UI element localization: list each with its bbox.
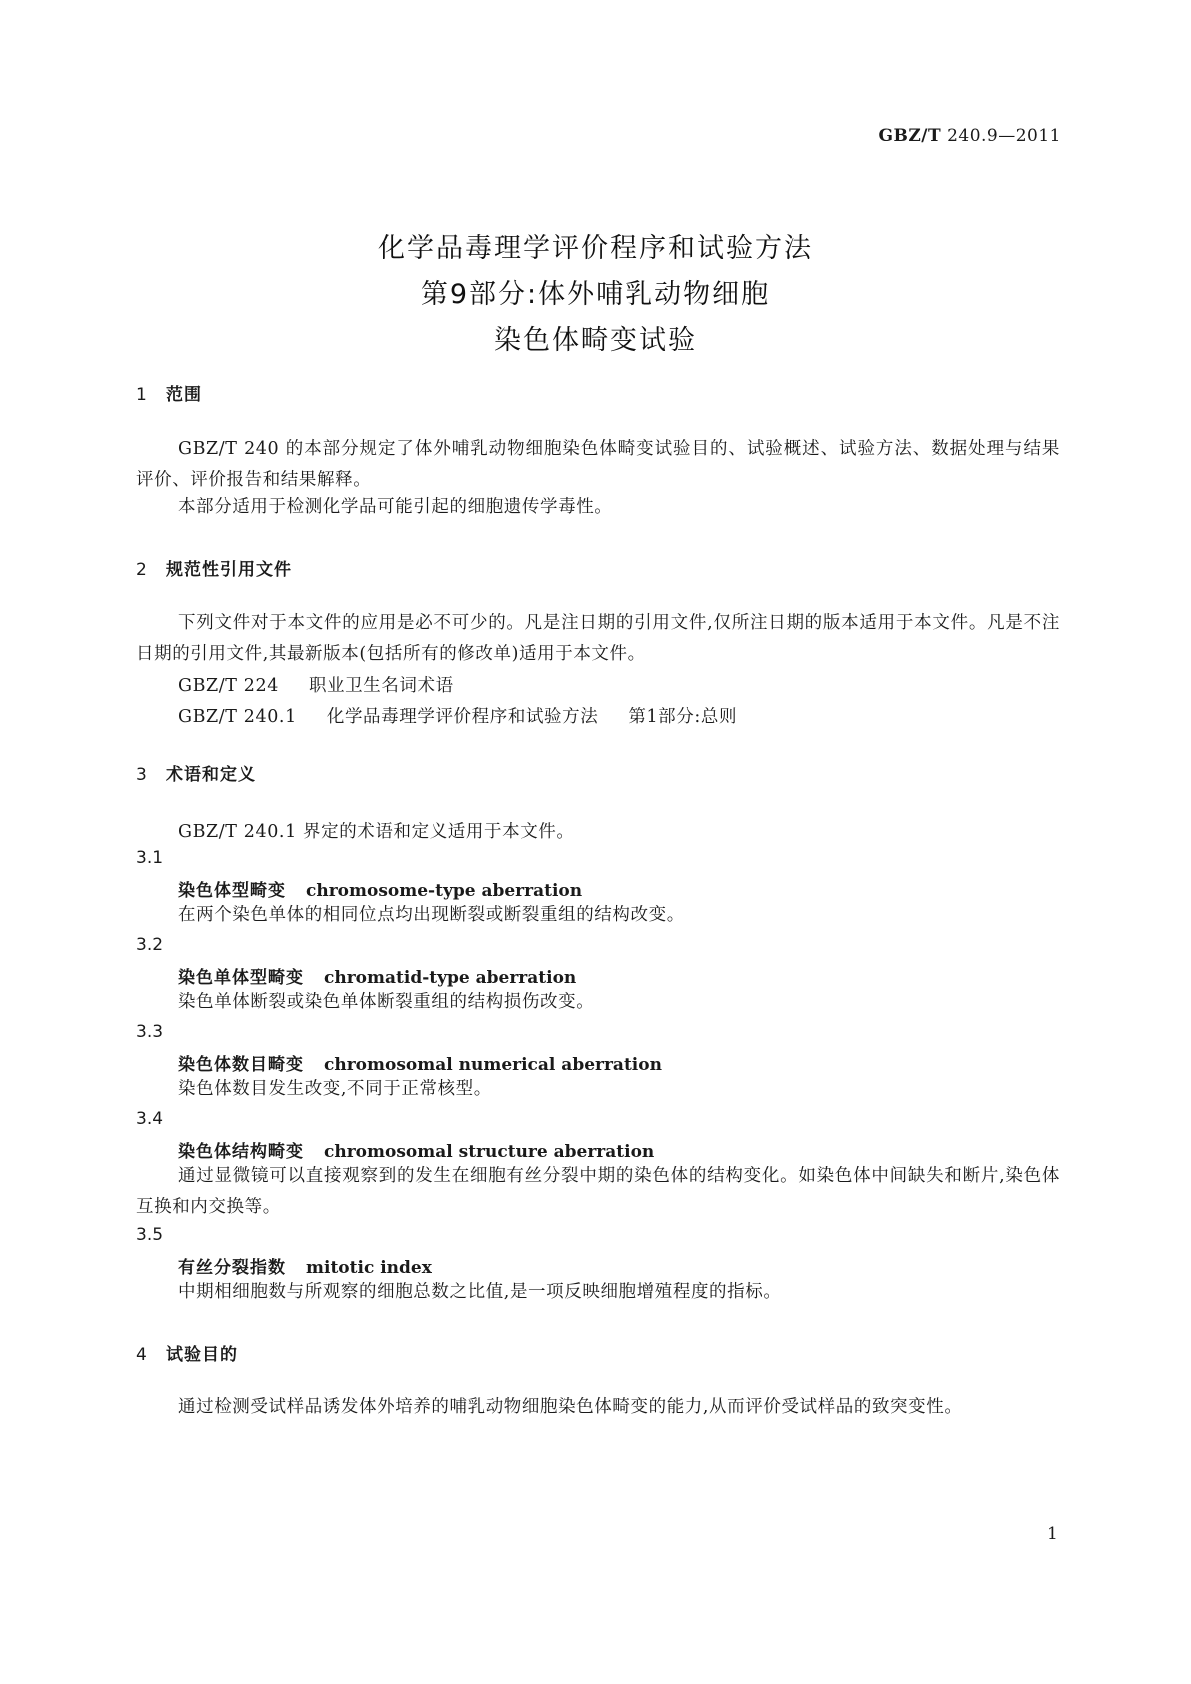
standard-code — [879, 126, 1062, 146]
term-number: 3.2 — [136, 935, 164, 955]
section-1-paragraph-2: 本部分适用于检测化学品可能引起的细胞遗传学毒性。 — [178, 497, 613, 517]
term-chinese: 染色体数目畸变 — [178, 1055, 304, 1075]
reference-part: 第1部分:总则 — [628, 707, 738, 727]
section-number: 3 — [136, 765, 148, 785]
term-english: chromosomal structure aberration — [324, 1142, 655, 1162]
reference-code: GBZ/T 224 — [178, 676, 279, 696]
section-title: 术语和定义 — [166, 765, 256, 785]
section-title: 范围 — [166, 385, 202, 405]
term-entry — [178, 876, 582, 901]
term-entry — [178, 1050, 662, 1075]
term-entry — [178, 1137, 654, 1162]
page-number: 1 — [1047, 1524, 1058, 1544]
term-chinese: 有丝分裂指数 — [178, 1258, 286, 1278]
reference-title: 化学品毒理学评价程序和试验方法 — [326, 707, 599, 727]
standard-number: 240.9—2011 — [947, 126, 1061, 146]
section-1-heading — [136, 380, 202, 405]
normative-reference-2 — [178, 703, 737, 728]
term-definition: 染色体数目发生改变,不同于正常核型。 — [178, 1079, 492, 1099]
term-entry — [178, 1253, 432, 1278]
term-number: 3.5 — [136, 1225, 164, 1245]
section-3-heading — [136, 760, 256, 785]
section-title: 试验目的 — [166, 1345, 238, 1365]
term-chinese: 染色单体型畸变 — [178, 968, 304, 988]
section-number: 4 — [136, 1345, 148, 1365]
section-3-intro: GBZ/T 240.1 界定的术语和定义适用于本文件。 — [178, 822, 575, 842]
term-english: mitotic index — [306, 1258, 432, 1278]
term-definition: 在两个染色单体的相同位点均出现断裂或断裂重组的结构改变。 — [178, 905, 685, 925]
section-1-paragraph-1: GBZ/T 240 的本部分规定了体外哺乳动物细胞染色体畸变试验目的、试验概述、试验方法、数据处理与结果评价、评价报告和结果解释。 — [136, 439, 1060, 490]
term-number: 3.3 — [136, 1022, 164, 1042]
term-english: chromosomal numerical aberration — [324, 1055, 662, 1075]
term-chinese: 染色体结构畸变 — [178, 1142, 304, 1162]
section-4-heading — [136, 1340, 238, 1365]
section-number: 1 — [136, 385, 148, 405]
reference-title: 职业卫生名词术语 — [308, 676, 454, 696]
document-title — [0, 226, 1191, 364]
term-chinese: 染色体型畸变 — [178, 881, 286, 901]
section-2-heading — [136, 555, 292, 580]
normative-reference-1 — [178, 672, 454, 697]
term-definition: 中期相细胞数与所观察的细胞总数之比值,是一项反映细胞增殖程度的指标。 — [178, 1282, 782, 1302]
title-line-2: 第9部分:体外哺乳动物细胞 — [420, 279, 771, 310]
title-line-3: 染色体畸变试验 — [494, 325, 697, 356]
standard-prefix: GBZ/T — [878, 126, 942, 146]
term-entry — [178, 963, 576, 988]
term-definition: 通过显微镜可以直接观察到的发生在细胞有丝分裂中期的染色体的结构变化。如染色体中间缺失和断片,染色体互换和内交换等。 — [136, 1166, 1060, 1217]
term-english: chromosome-type aberration — [306, 881, 583, 901]
term-number: 3.4 — [136, 1109, 164, 1129]
term-number: 3.1 — [136, 848, 164, 868]
reference-code: GBZ/T 240.1 — [178, 707, 297, 727]
section-2-paragraph-1: 下列文件对于本文件的应用是必不可少的。凡是注日期的引用文件,仅所注日期的版本适用于本文件。凡是不注日期的引用文件,其最新版本(包括所有的修改单)适用于本文件。 — [136, 613, 1060, 664]
term-definition: 染色单体断裂或染色单体断裂重组的结构损伤改变。 — [178, 992, 595, 1012]
title-line-1: 化学品毒理学评价程序和试验方法 — [378, 233, 813, 264]
section-number: 2 — [136, 560, 148, 580]
term-english: chromatid-type aberration — [324, 968, 577, 988]
section-4-paragraph-1: 通过检测受试样品诱发体外培养的哺乳动物细胞染色体畸变的能力,从而评价受试样品的致突变性。 — [178, 1397, 963, 1417]
section-title: 规范性引用文件 — [166, 560, 292, 580]
